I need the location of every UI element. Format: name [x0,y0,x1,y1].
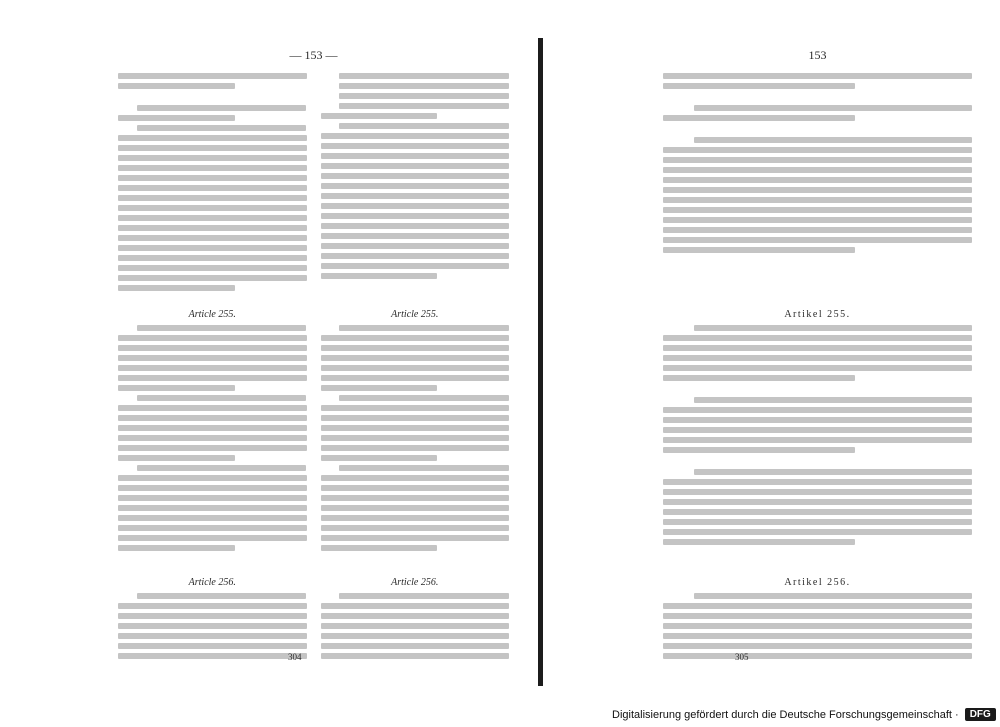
left-page-header: — 153 — [289,48,338,62]
french-article-255-title: Article 255. [188,309,236,320]
english-article-256 [321,576,510,676]
right-page [545,0,1000,700]
german-column [663,70,972,676]
dfg-logo: DFG [965,708,996,721]
left-columns [118,70,509,676]
german-article-255-title: Artikel 255. [784,309,851,320]
english-intro-text [321,70,510,308]
german-article-256 [663,576,972,676]
french-article-255 [118,308,307,576]
book-spine [538,38,543,686]
english-article-256-title: Article 256. [391,577,439,588]
german-article-256-title: Artikel 256. [784,577,851,588]
french-article-256 [118,576,307,676]
german-article-255 [663,308,972,576]
right-page-number: 305 [735,652,749,662]
french-article-256-title: Article 256. [188,577,236,588]
digitization-footer [612,708,996,721]
french-intro-text [118,70,307,308]
french-column [118,70,307,676]
funding-credit: Digitalisierung gefördert durch die Deutsche Forschungsgemeinschaft · [612,708,959,721]
german-intro-text [663,70,972,308]
english-article-255-title: Article 255. [391,309,439,320]
right-page-header: 153 [808,48,827,62]
left-page-number: 304 [288,652,302,662]
english-column [321,70,510,676]
english-article-255 [321,308,510,576]
